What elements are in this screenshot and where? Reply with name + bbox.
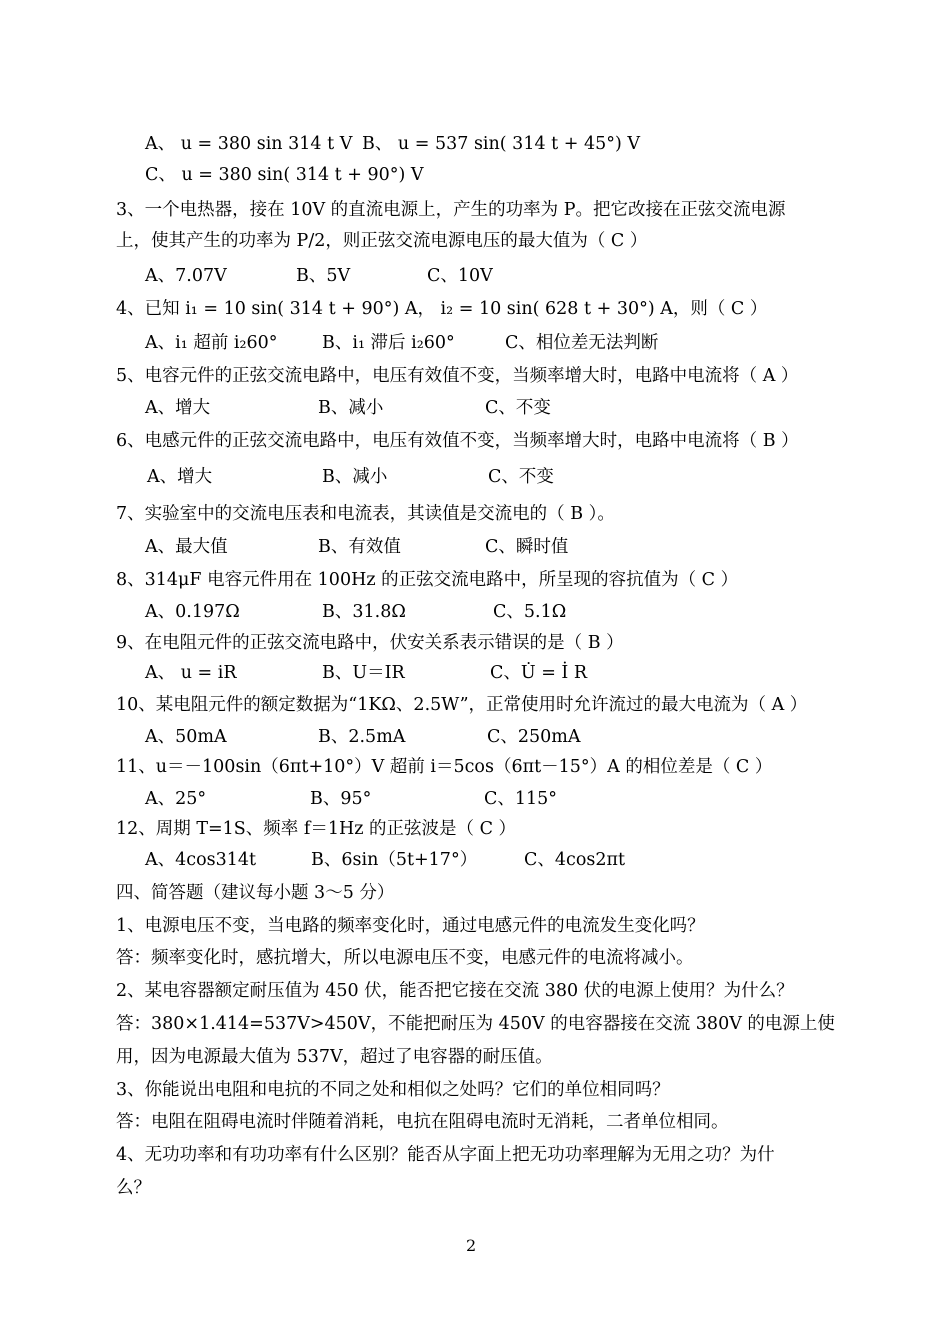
q7-option-b: B、有效值: [318, 537, 401, 557]
page-number: 2: [466, 1236, 477, 1255]
q2-option-c: C、 u = 380 sin( 314 t + 90°) V: [145, 165, 424, 185]
q2-option-a: A、 u = 380 sin 314 t V: [145, 134, 353, 154]
q8-option-c: C、5.1Ω: [493, 602, 567, 622]
q8-option-b: B、31.8Ω: [322, 602, 406, 622]
q7-option-a: A、最大值: [145, 537, 228, 557]
q9-option-a: A、 u = iR: [145, 663, 237, 683]
q4-option-a: A、i₁ 超前 i₂60°: [145, 333, 278, 353]
q12-option-a: A、4cos314t: [145, 850, 257, 870]
q3-option-a: A、7.07V: [145, 266, 227, 286]
q8-option-a: A、0.197Ω: [145, 602, 240, 622]
q10-option-a: A、50mA: [145, 727, 227, 747]
q10-option-c: C、250mA: [487, 727, 581, 747]
q9-option-c: C、U̇ = İ R: [490, 663, 588, 683]
q12-option-c: C、4cos2πt: [524, 850, 626, 870]
q6-option-b: B、减小: [322, 467, 388, 487]
q7-option-c: C、瞬时值: [485, 537, 569, 557]
q11-option-b: B、95°: [310, 789, 372, 809]
q6-option-c: C、不变: [488, 467, 554, 487]
q10-option-b: B、2.5mA: [318, 727, 406, 747]
q4-option-b: B、i₁ 滞后 i₂60°: [322, 333, 455, 353]
q4-option-c: C、相位差无法判断: [505, 333, 659, 353]
q3-option-c: C、10V: [427, 266, 493, 286]
q6-option-a: A、增大: [147, 467, 213, 487]
q5-option-a: A、增大: [145, 398, 211, 418]
q9-option-b: B、U＝IR: [322, 663, 405, 683]
q11-option-a: A、25°: [145, 789, 207, 809]
q5-option-c: C、不变: [485, 398, 551, 418]
q3-option-b: B、5V: [296, 266, 351, 286]
q11-option-c: C、115°: [484, 789, 558, 809]
q12-option-b: B、6sin（5t+17°）: [311, 850, 478, 870]
q5-option-b: B、减小: [318, 398, 384, 418]
q2-option-b: B、 u = 537 sin( 314 t + 45°) V: [362, 134, 641, 154]
